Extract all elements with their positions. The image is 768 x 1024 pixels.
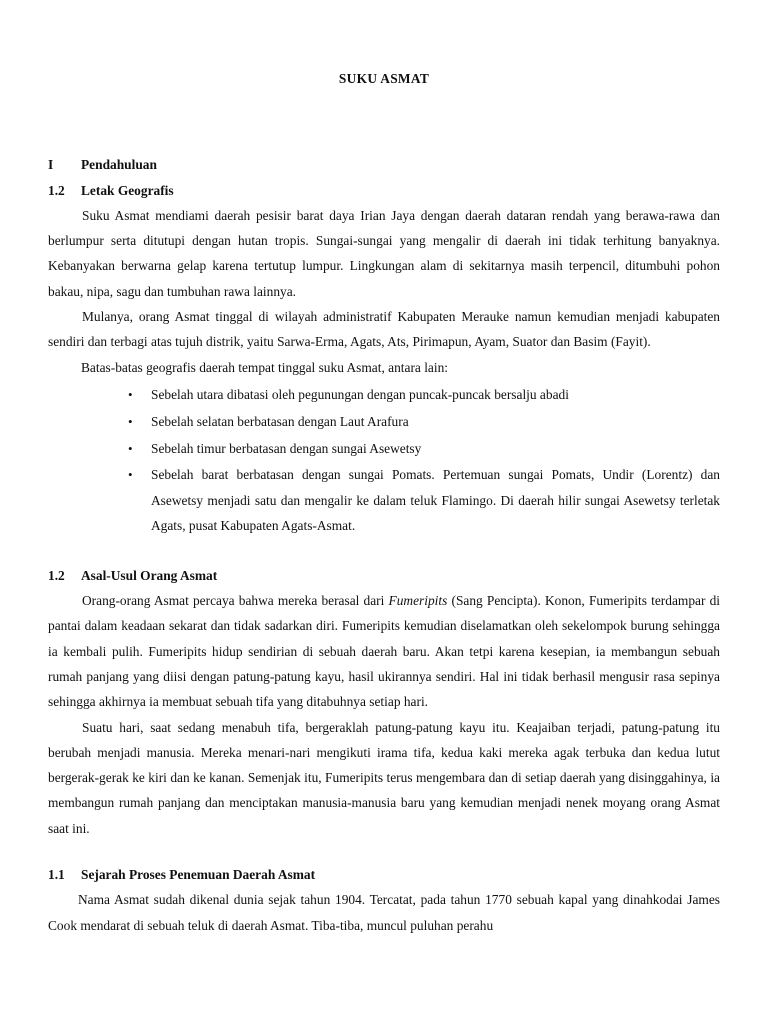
chapter-number: I (48, 157, 54, 173)
boundary-list (48, 382, 720, 538)
paragraph (48, 588, 720, 714)
paragraph: Batas-batas geografis daerah tempat tinggal suku Asmat, antara lain: (81, 359, 449, 375)
section-heading-asal-usul (48, 563, 720, 588)
document-title: SUKU ASMAT (338, 71, 430, 86)
italic-term: Fumeripits (388, 593, 448, 609)
section-number: 1.2 (48, 182, 65, 198)
section-label: Sejarah Proses Penemuan Daerah Asmat (81, 867, 316, 883)
list-item: • Sebelah utara dibatasi oleh pegunungan dengan puncak-puncak bersalju abadi (48, 382, 720, 407)
paragraph: Mulanya, orang Asmat tinggal di wilayah administratif Kabupaten Merauke namun kemudian menjadi kabupaten sendiri dan terbagi atas tujuh distrik, yaitu Sarwa-Erma, Agats, Ats, Pirimapun, Ayam, Suator dan Basim (Fayit). (48, 309, 720, 350)
section-heading-sejarah (48, 862, 720, 887)
paragraph-text: (Sang Pencipta). Konon, Fumeripits terdampar di pantai dalam keadaan sekarat dan tidak sadarkan diri. Fumeripits kemudian diselamatkan oleh sekelompok burung sehingga ia kembali pulih. Fumeripits hidup sendirian di sebuah daerah baru. Akan tetpi karena kesepian, ia membangun sebuah rumah panjang yang diisi dengan patung-patung kayu, hasil ukirannya sendiri. Hal ini tidak berhasil mengusir rasa sepinya sehingga akhirnya ia membuat sebuah tifa yang ditabuhnya setiap hari. (48, 593, 720, 710)
section-number: 1.1 (48, 867, 65, 883)
list-item: • Sebelah selatan berbatasan dengan Laut Arafura (48, 409, 720, 434)
list-item: • Sebelah barat berbatasan dengan sungai Pomats. Pertemuan sungai Pomats, Undir (Lorentz) dan Asewetsy menjadi satu dan mengalir ke dalam teluk Flamingo. Di daerah hilir sungai Asewetsy terletak Agats, pusat Kabupaten Agats-Asmat. (48, 462, 720, 538)
paragraph: Nama Asmat sudah dikenal dunia sejak tahun 1904. Tercatat, pada tahun 1770 sebuah kapal yang dinahkodai James Cook mendarat di sebuah teluk di daerah Asmat. Tiba-tiba, muncul puluhan perahu (48, 892, 720, 933)
section-label: Asal-Usul Orang Asmat (81, 567, 218, 583)
section-label: Letak Geografis (81, 182, 174, 198)
section-heading-geografis (48, 178, 720, 203)
paragraph: Suatu hari, saat sedang menabuh tifa, bergeraklah patung-patung kayu itu. Keajaiban terjadi, patung-patung itu berubah menjadi manusia. Mereka menari-nari mengikuti irama tifa, kedua kaki mereka agak terbuka dan kedua lutut bergerak-gerak ke kiri dan ke kanan. Semenjak itu, Fumeripits terus mengembara dan di setiap daerah yang disinggahinya, ia membangun rumah panjang dan menciptakan manusia-manusia baru yang kemudian menjadi nenek moyang orang Asmat saat ini. (48, 719, 720, 836)
chapter-heading (48, 152, 720, 177)
list-item: • Sebelah timur berbatasan dengan sungai Asewetsy (48, 436, 720, 461)
section-number: 1.2 (48, 567, 65, 583)
paragraph: Suku Asmat mendiami daerah pesisir barat daya Irian Jaya dengan daerah dataran rendah yang berawa-rawa dan berlumpur serta ditutupi dengan hutan tropis. Sungai-sungai yang mengalir di daerah ini tidak terhitung banyaknya. Kebanyakan berwarna gelap karena tertutup lumpur. Lingkungan alam di sekitarnya masih terpencil, ditumbuhi pohon bakau, nipa, sagu dan tumbuhan rawa lainnya. (48, 207, 720, 299)
paragraph-text: Orang-orang Asmat percaya bahwa mereka berasal dari (82, 593, 389, 609)
chapter-label: Pendahuluan (81, 157, 157, 173)
